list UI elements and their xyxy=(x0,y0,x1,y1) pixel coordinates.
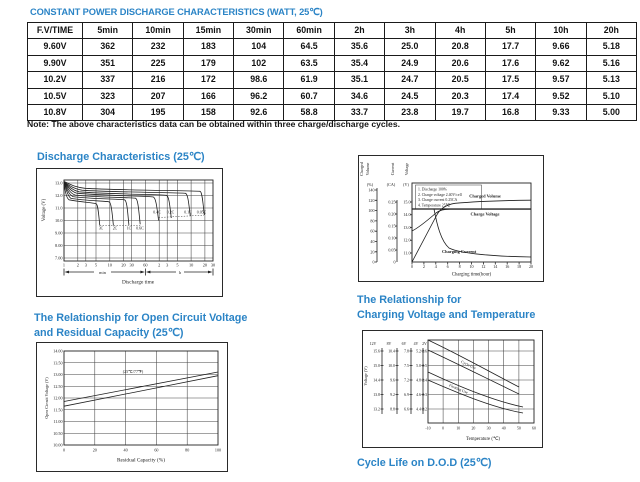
y-axis-ticks-label: 12.50 xyxy=(53,383,63,389)
ocv-line-upper xyxy=(64,372,218,402)
y-axis-ticks-label: 10.50 xyxy=(53,430,63,436)
rate-guide-high xyxy=(159,215,204,217)
table-cell: 63.5 xyxy=(284,55,334,71)
x-axis-label: Charging time(hour) xyxy=(451,272,492,278)
v-axis-ticks-label: 14.0 xyxy=(403,212,411,218)
table-cell: 5.10 xyxy=(586,88,636,104)
table-cell: 17.7 xyxy=(485,39,535,55)
x-axis-ticks-h-label: 2 xyxy=(158,262,161,268)
ocv-chart-title xyxy=(34,311,247,341)
scale-ticks-6v-label: 6.9 xyxy=(404,393,409,397)
table-cell: 61.9 xyxy=(284,72,334,88)
x-unit-labels-label: h xyxy=(178,269,182,275)
table-cell: 362 xyxy=(83,39,133,55)
scale-ticks-4v xyxy=(416,350,421,412)
x-axis-ticks xyxy=(63,448,221,453)
pct-axis-ticks-label: 140 xyxy=(368,187,375,193)
pct-axis-ticks-label: 40 xyxy=(370,239,375,244)
x-axis-ticks-label: 30 xyxy=(486,426,491,431)
charging-voltage-temperature-chart xyxy=(362,330,543,448)
scale-ticks-8v-label: 10.4 xyxy=(388,349,395,354)
x-axis-ticks-label: -10 xyxy=(425,426,431,431)
table-cell: 195 xyxy=(133,105,183,121)
scale-ticks-12v-label: 15.6 xyxy=(373,349,380,354)
table-cell: 207 xyxy=(133,88,183,104)
y-axis-ticks-label: 12.0 xyxy=(54,193,63,198)
table-cell: 17.6 xyxy=(485,55,535,71)
x-axis-ticks-label: 0 xyxy=(442,426,445,431)
x-axis-ticks-label: 10 xyxy=(456,426,461,431)
x-axis-ticks-label: 0 xyxy=(410,264,414,269)
table-cell: 20.6 xyxy=(435,55,485,71)
cycle-life-title: Cycle Life on D.O.D (25℃) xyxy=(357,457,492,469)
column-header: 30min xyxy=(234,23,284,39)
table-cell: 9.66 xyxy=(536,39,586,55)
ocv-chart-title-line2: and Residual Capacity (25℃) xyxy=(34,327,184,339)
x-axis-ticks-min-label: 60 xyxy=(143,262,148,268)
axis-units-label: (CA) xyxy=(386,182,396,187)
table-cell: 64.5 xyxy=(284,39,334,55)
y-axis-ticks-label: 8.00 xyxy=(54,243,63,248)
scale-ticks-2v-label: 2.4 xyxy=(422,378,427,383)
table-cell: 10.5V xyxy=(28,88,83,104)
power-table xyxy=(27,22,637,121)
ca-axis-ticks-label: 0.25 xyxy=(388,199,396,205)
x-axis-ticks-label: 80 xyxy=(185,447,190,453)
table-cell: 17.5 xyxy=(485,72,535,88)
ca-axis-ticks xyxy=(388,200,395,265)
scale-ticks-6v-label: 6.6 xyxy=(404,407,409,412)
scale-ticks-6v-label: 7.8 xyxy=(404,349,409,354)
axis-units-label: (%) xyxy=(366,182,374,187)
x-axis-ticks-label: 50 xyxy=(516,426,521,431)
x-axis-ticks-label: 2 xyxy=(422,264,425,269)
grid xyxy=(428,340,534,423)
y-axis-ticks-label: 9.00 xyxy=(54,230,63,236)
x-axis-ticks-label: 40 xyxy=(123,447,128,453)
chart-frame xyxy=(359,156,544,282)
column-header: 60min xyxy=(284,23,334,39)
x-axis-ticks xyxy=(411,264,533,269)
x-axis-ticks-h-label: 5 xyxy=(176,262,179,268)
charging-voltage-title-line1: The Relationship for xyxy=(357,294,462,306)
table-cell: 5.13 xyxy=(586,72,636,88)
column-header: 5min xyxy=(83,23,133,39)
table-row xyxy=(28,55,637,71)
rate-labels-high-label: 0.4C xyxy=(153,210,161,215)
charging-current-label: Charging Current xyxy=(442,249,477,254)
rate-labels-low-label: 1C xyxy=(126,226,132,231)
discharge-characteristics-chart xyxy=(36,168,223,297)
charge-notes-label: 3. Charge current 0.25CA xyxy=(418,198,458,203)
table-cell: 337 xyxy=(83,72,133,88)
v-axis-ticks-label: 12.0 xyxy=(403,237,411,243)
table-cell: 323 xyxy=(83,88,133,104)
scale-ticks-2v-label: 2.2 xyxy=(422,407,427,412)
table-cell: 20.3 xyxy=(435,88,485,104)
rate-labels-low xyxy=(99,227,144,231)
table-cell: 10.8V xyxy=(28,105,83,121)
table-cell: 98.6 xyxy=(234,72,284,88)
x-axis-ticks-label: 12 xyxy=(481,264,486,269)
y-axis-ticks-label: 11.50 xyxy=(53,407,63,413)
temperature-annotation: (25℃/77℉) xyxy=(122,369,144,374)
time-unit-brackets xyxy=(64,269,213,276)
column-header: 5h xyxy=(485,23,535,39)
table-note: Note: The above characteristics data can be obtained within three charge/discharge cycles. xyxy=(27,119,400,129)
scale-ticks-4v-label: 4.6 xyxy=(416,393,421,397)
x-axis-ticks-label: 18 xyxy=(517,264,522,269)
x-axis-ticks-label: 14 xyxy=(493,264,498,269)
charge-notes-label: 4. Temperature 25℃ xyxy=(418,203,450,208)
scale-ticks-12v-label: 14.4 xyxy=(373,378,380,383)
scale-ticks-4v-label: 4.4 xyxy=(416,407,421,412)
column-header: F.V/TIME xyxy=(28,23,83,39)
discharge-curves xyxy=(64,182,204,226)
v-axis-ticks-label: 11.0 xyxy=(403,250,411,256)
charged-volume-label: Charged Volume xyxy=(469,193,501,199)
column-header: 15min xyxy=(183,23,233,39)
x-axis-ticks-min-label: 20 xyxy=(121,262,126,268)
table-cell: 351 xyxy=(83,55,133,71)
floating-use-label: Floating Use xyxy=(448,383,469,395)
pct-axis-ticks-label: 0 xyxy=(372,259,375,265)
rate-labels-high-label: 0.2C xyxy=(166,210,175,215)
y-axis-label: Voltage (V) xyxy=(42,198,47,222)
table-cell: 25.0 xyxy=(385,39,435,55)
table-cell: 9.57 xyxy=(536,72,586,88)
table-cell: 104 xyxy=(234,39,284,55)
ocv-residual-capacity-chart xyxy=(36,342,228,472)
pct-axis-ticks xyxy=(368,188,374,265)
x-axis-label: Discharge time xyxy=(121,279,155,286)
v-axis-ticks-label: 13.0 xyxy=(403,225,411,230)
pct-axis-ticks-label: 120 xyxy=(368,197,375,203)
scale-ticks-8v-label: 9.6 xyxy=(390,378,395,383)
cycle-use-label: Cycle Use xyxy=(460,359,477,371)
charging-characteristics-chart xyxy=(358,155,544,282)
axis-units-label: (V) xyxy=(403,182,409,187)
table-cell: 35.6 xyxy=(334,39,384,55)
x-axis-ticks-label: 100 xyxy=(214,447,222,453)
table-row xyxy=(28,39,637,55)
x-axis-label: Temperature (℃) xyxy=(466,437,500,442)
x-axis-ticks-min-label: 30 xyxy=(129,262,134,268)
y-axis-ticks xyxy=(55,181,63,261)
x-axis-ticks-label: 0 xyxy=(62,447,66,453)
y-axis-ticks-label: 10.00 xyxy=(53,442,63,448)
table-cell: 35.1 xyxy=(334,72,384,88)
scale-ticks-12v-label: 13.8 xyxy=(373,393,380,397)
table-cell: 216 xyxy=(133,72,183,88)
table-cell: 10.2V xyxy=(28,72,83,88)
rate-labels-low-label: 0.6C xyxy=(136,226,144,231)
table-cell: 158 xyxy=(183,105,233,121)
ocv-lines xyxy=(64,372,218,406)
x-axis-ticks-min-label: 2 xyxy=(76,262,79,268)
scale-ticks-2v-label: 2.3 xyxy=(422,393,427,397)
table-cell: 304 xyxy=(83,105,133,121)
table-header-row xyxy=(28,23,637,39)
x-axis-ticks-h-label: 10 xyxy=(188,262,194,268)
v-axis-ticks xyxy=(403,200,410,256)
charge-voltage-label: Charge Voltage xyxy=(470,211,500,217)
scale-ticks-4v-label: 5.2 xyxy=(416,349,421,354)
table-cell: 33.7 xyxy=(334,105,384,121)
scale-ticks-12v-label: 15.0 xyxy=(373,364,380,368)
scale-ticks-12v xyxy=(373,350,380,412)
table-cell: 34.6 xyxy=(334,88,384,104)
table-row xyxy=(28,72,637,88)
y-axis-ticks-label: 13.50 xyxy=(53,360,63,366)
charge-notes-label: 1. Discharge 100% xyxy=(418,187,447,192)
rate-labels-high-label: 0.05C xyxy=(196,210,207,215)
scale-ticks-8v-label: 10.0 xyxy=(388,364,395,368)
table-cell: 24.7 xyxy=(385,72,435,88)
ocv-chart-title-line1: The Relationship for Open Circuit Voltage xyxy=(34,312,248,324)
x-axis-ticks-label: 20 xyxy=(92,447,97,453)
charge-notes-label: 2. Charge voltage 2.40V/cell xyxy=(418,192,462,197)
table-cell: 9.33 xyxy=(536,105,586,121)
table-cell: 19.7 xyxy=(435,105,485,121)
table-row xyxy=(28,88,637,104)
ocv-line-lower xyxy=(64,376,218,407)
x-axis-ticks-label: 16 xyxy=(505,264,510,269)
table-cell: 9.60V xyxy=(28,39,83,55)
axis-word-voltage: Voltage xyxy=(404,162,409,176)
pct-axis-ticks-label: 80 xyxy=(370,218,375,224)
ca-axis-ticks-label: 0.05 xyxy=(388,247,396,253)
table-cell: 35.4 xyxy=(334,55,384,71)
table-cell: 225 xyxy=(133,55,183,71)
x-axis-ticks-label: 10 xyxy=(469,264,474,269)
scale-ticks-8v-label: 8.8 xyxy=(390,407,395,412)
x-axis-ticks-h xyxy=(158,263,215,268)
column-header: 4h xyxy=(435,23,485,39)
axis-word-charged: Charged xyxy=(359,162,364,176)
x-axis-ticks-min xyxy=(63,263,148,268)
voltage-scale-headers-label: 8V xyxy=(386,342,392,346)
scale-ticks-12v-label: 13.2 xyxy=(373,407,380,412)
scale-ticks-2v-label: 2.6 xyxy=(422,349,427,354)
rate-labels-high-label: 0.1C xyxy=(184,210,192,215)
table-cell: 23.8 xyxy=(385,105,435,121)
floating-use-lower xyxy=(428,380,523,413)
scale-ticks-2v-label: 2.5 xyxy=(422,364,427,368)
y-axis-ticks-label: 12.00 xyxy=(53,395,63,401)
x-axis-ticks-min-label: 5 xyxy=(94,262,98,268)
y-axis-ticks-label: 14.00 xyxy=(53,348,63,354)
x-axis-ticks-h-label: 3 xyxy=(166,262,169,268)
x-axis-ticks xyxy=(425,427,536,431)
x-axis-ticks-label: 60 xyxy=(532,426,536,431)
rate-labels-low-label: 2C xyxy=(112,226,118,231)
voltage-scale-headers-label: 2V xyxy=(422,342,427,346)
table-cell: 60.7 xyxy=(284,88,334,104)
column-header: 10min xyxy=(133,23,183,39)
table-cell: 17.4 xyxy=(485,88,535,104)
scale-ticks-6v-label: 7.5 xyxy=(404,364,409,368)
table-cell: 183 xyxy=(183,39,233,55)
column-header: 2h xyxy=(334,23,384,39)
voltage-scale-headers xyxy=(370,342,427,346)
charging-voltage-title-line2: Charging Voltage and Temperature xyxy=(357,309,536,321)
table-cell: 24.9 xyxy=(385,55,435,71)
pct-axis-ticks-label: 60 xyxy=(370,228,375,234)
x-axis-ticks-label: 8 xyxy=(458,264,461,269)
x-unit-labels-label: min xyxy=(99,269,106,275)
voltage-scale-headers-label: 12V xyxy=(369,342,377,346)
table-cell: 5.18 xyxy=(586,39,636,55)
y-axis-ticks xyxy=(53,349,62,448)
x-axis-ticks-label: 60 xyxy=(154,447,159,453)
scale-ticks-6v-label: 7.2 xyxy=(404,378,409,383)
voltage-scale-headers-label: 4V xyxy=(413,342,419,346)
table-cell: 20.8 xyxy=(435,39,485,55)
rate-labels-high xyxy=(153,211,206,215)
y-axis-ticks-label: 10.0 xyxy=(54,218,63,223)
chart-frame xyxy=(37,343,228,472)
axis-units xyxy=(367,182,410,187)
scale-ticks-4v-label: 4.8 xyxy=(416,378,421,383)
charging-voltage-chart-title xyxy=(357,293,535,323)
table-cell: 5.16 xyxy=(586,55,636,71)
ca-axis-ticks-label: 0.20 xyxy=(388,211,396,217)
x-axis-ticks-label: 4 xyxy=(434,264,437,269)
table-cell: 5.00 xyxy=(586,105,636,121)
chart-frame xyxy=(363,331,543,448)
table-cell: 58.8 xyxy=(284,105,334,121)
v-axis-ticks-label: 15.0 xyxy=(403,199,411,205)
column-header: 10h xyxy=(536,23,586,39)
y-axis-ticks-label: 13.00 xyxy=(53,372,63,377)
ca-axis-ticks-label: 0.10 xyxy=(388,235,396,241)
grid xyxy=(64,351,218,445)
y-axis-label: Open Circuit Voltage (V) xyxy=(44,377,49,419)
y-axis-ticks-label: 11.00 xyxy=(53,419,63,424)
pct-axis-ticks-label: 20 xyxy=(370,249,375,255)
x-axis-ticks-label: 20 xyxy=(471,426,476,431)
x-axis-ticks-label: 20 xyxy=(528,264,534,269)
page-title: CONSTANT POWER DISCHARGE CHARACTERISTICS (WATT, 25℃) xyxy=(30,7,323,17)
scale-ticks-8v-label: 9.2 xyxy=(390,393,395,397)
y-axis-ticks-label: 11.0 xyxy=(55,205,63,211)
y-axis-ticks-label: 13.0 xyxy=(54,180,63,186)
table-cell: 96.2 xyxy=(234,88,284,104)
table-cell: 9.62 xyxy=(536,55,586,71)
x-axis-ticks-h-label: 30 xyxy=(210,262,216,268)
x-axis-ticks-label: 40 xyxy=(501,426,506,431)
table-cell: 9.52 xyxy=(536,88,586,104)
table-cell: 232 xyxy=(133,39,183,55)
x-axis-ticks-min-label: 3 xyxy=(84,262,87,268)
x-axis-ticks-label: 6 xyxy=(446,264,449,269)
x-axis-ticks-h-label: 20 xyxy=(202,262,208,268)
table-cell: 166 xyxy=(183,88,233,104)
ca-axis-ticks-label: 0 xyxy=(393,259,396,265)
table-cell: 102 xyxy=(234,55,284,71)
voltage-scale-headers-label: 6V xyxy=(401,342,407,346)
table-cell: 9.90V xyxy=(28,55,83,71)
ca-axis-ticks-label: 0.15 xyxy=(388,223,396,229)
rate-labels-low-label: 3C xyxy=(98,226,104,231)
scale-ticks-8v xyxy=(388,350,395,412)
table-cell: 92.6 xyxy=(234,105,284,121)
x-axis-ticks-min-label: 1 xyxy=(62,262,66,268)
axis-word-volume: Volume xyxy=(365,162,370,176)
table-cell: 16.8 xyxy=(485,105,535,121)
floating-use-upper xyxy=(428,372,523,407)
pct-axis-ticks-label: 100 xyxy=(368,208,375,214)
table-cell: 179 xyxy=(183,55,233,71)
scale-ticks-4v-label: 5.0 xyxy=(416,364,421,368)
y-axis-label: Voltage (V) xyxy=(363,366,368,386)
scale-ticks-6v xyxy=(404,350,409,412)
axis-word-current: Current xyxy=(390,162,395,176)
y-axis-ticks-label: 7.00 xyxy=(54,255,63,261)
table-cell: 20.5 xyxy=(435,72,485,88)
discharge-chart-title: Discharge Characteristics (25℃) xyxy=(37,151,205,163)
x-axis-label: Residual Capacity (%) xyxy=(117,457,165,464)
table-cell: 24.5 xyxy=(385,88,435,104)
x-axis-ticks-min-label: 10 xyxy=(107,262,112,268)
table-cell: 172 xyxy=(183,72,233,88)
column-header: 3h xyxy=(385,23,435,39)
column-header: 20h xyxy=(586,23,636,39)
